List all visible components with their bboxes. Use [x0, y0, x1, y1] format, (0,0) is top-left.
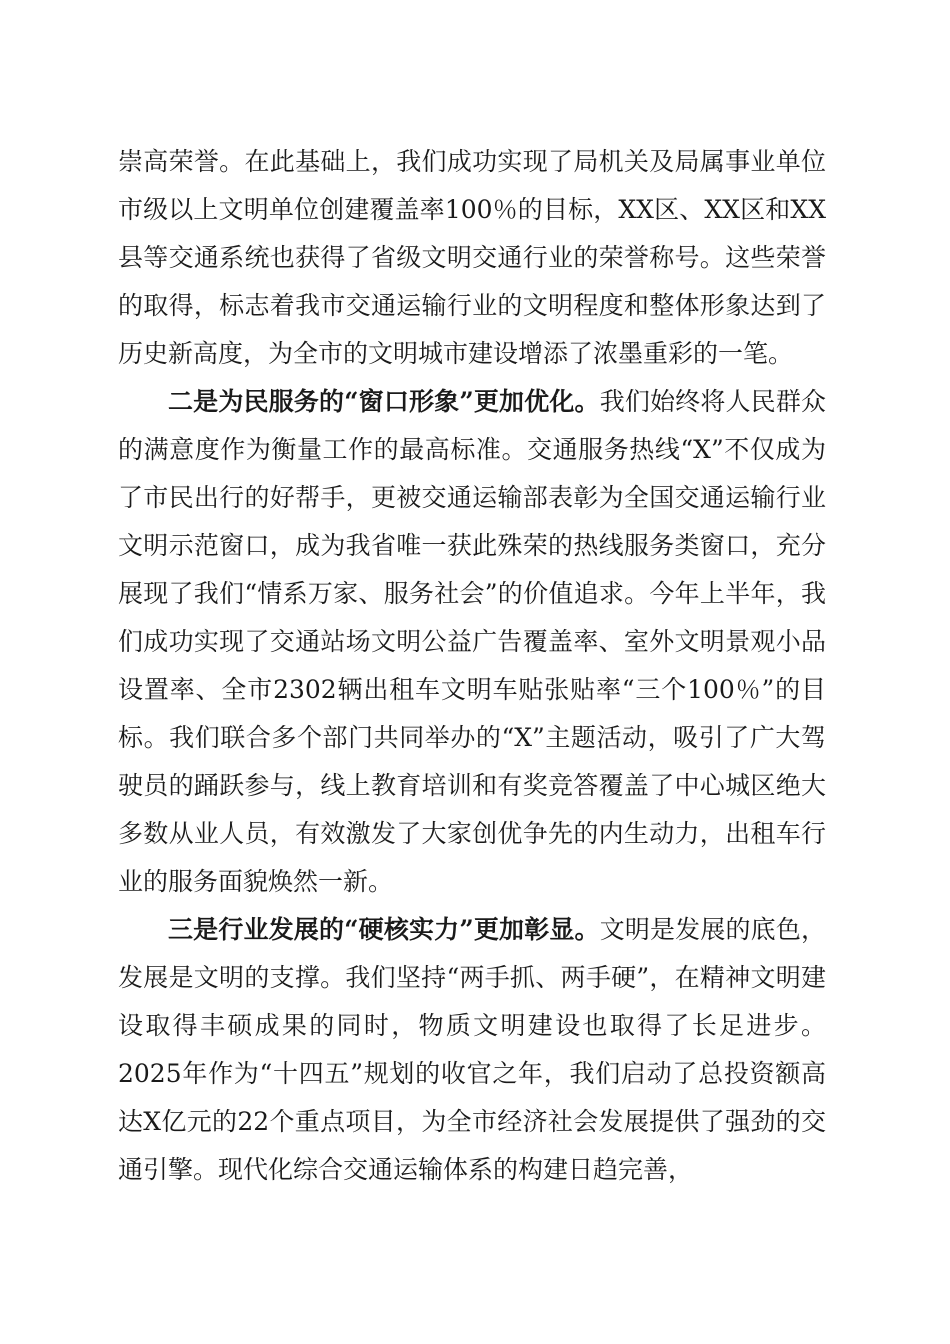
paragraph-industry-development-text: 文明是发展的底色，发展是文明的支撑。我们坚持“两手抓、两手硬”，在精神文明建设取得丰硕成果的同时，物质文明建设也取得了长足进步。2025年作为“十四五”规划的收官之年，我们启动了总投资额高达X亿元的22个重点项目，为全市经济社会发展提供了强劲的交通引擎。现代化综合交通运输体系的构建日趋完善，	[118, 915, 826, 1184]
document-body	[118, 138, 826, 1194]
paragraph-honors-text: 崇高荣誉。在此基础上，我们成功实现了局机关及局属事业单位市级以上文明单位创建覆盖率100％的目标，XX区、XX区和XX县等交通系统也获得了省级文明交通行业的荣誉称号。这些荣誉的取得，标志着我市交通运输行业的文明程度和整体形象达到了历史新高度，为全市的文明城市建设增添了浓墨重彩的一笔。	[118, 147, 826, 368]
paragraph-industry-development-heading: 三是行业发展的“硬核实力”更加彰显。	[168, 915, 600, 944]
paragraph-industry-development	[118, 906, 826, 1194]
paragraph-honors	[118, 138, 826, 378]
paragraph-service-window-text: 我们始终将人民群众的满意度作为衡量工作的最高标准。交通服务热线“X”不仅成为了市民出行的好帮手，更被交通运输部表彰为全国交通运输行业文明示范窗口，成为我省唯一获此殊荣的热线服务类窗口，充分展现了我们“情系万家、服务社会”的价值追求。今年上半年，我们成功实现了交通站场文明公益广告覆盖率、室外文明景观小品设置率、全市2302辆出租车文明车贴张贴率“三个100％”的目标。我们联合多个部门共同举办的“X”主题活动，吸引了广大驾驶员的踊跃参与，线上教育培训和有奖竞答覆盖了中心城区绝大多数从业人员，有效激发了大家创优争先的内生动力，出租车行业的服务面貌焕然一新。	[118, 387, 826, 896]
paragraph-service-window-heading: 二是为民服务的“窗口形象”更加优化。	[168, 387, 600, 416]
paragraph-service-window	[118, 378, 826, 906]
